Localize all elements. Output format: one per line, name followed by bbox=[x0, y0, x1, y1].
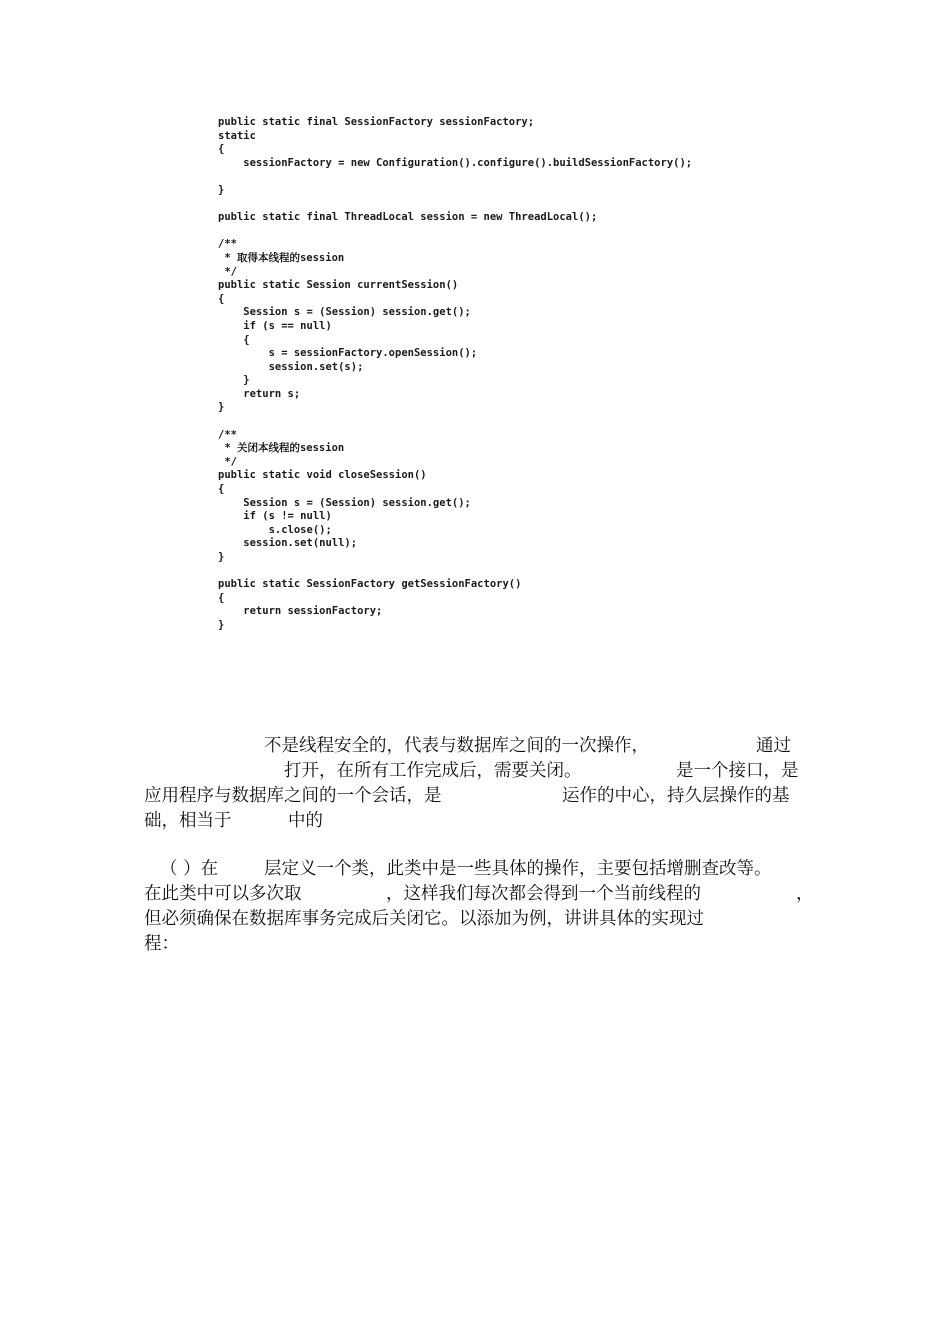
code-line: Session s = (Session) session.get(); bbox=[218, 496, 471, 509]
code-line: public static SessionFactory getSessionFactory() bbox=[218, 578, 522, 591]
text-line: 通过 bbox=[756, 736, 791, 756]
text-line: 是一个接口，是 bbox=[676, 761, 799, 781]
code-line: return sessionFactory; bbox=[218, 605, 383, 618]
code-line: if (s == null) bbox=[218, 319, 332, 332]
code-line bbox=[218, 170, 778, 184]
code-line: } bbox=[218, 551, 225, 563]
code-line: { bbox=[218, 591, 225, 604]
code-line: public static final ThreadLocal session = new ThreadLocal(); bbox=[218, 211, 598, 224]
text-line: 层定义一个类，此类中是一些具体的操作，主要包括增删查改等。 bbox=[264, 859, 772, 879]
code-line: s.close(); bbox=[218, 523, 332, 536]
code-line: { bbox=[218, 483, 225, 496]
code-line: /** bbox=[218, 238, 237, 251]
code-line bbox=[218, 565, 778, 579]
text-line: 在此类中可以多次取 bbox=[144, 884, 302, 904]
text-line: 程： bbox=[144, 934, 179, 954]
code-line: { bbox=[218, 292, 225, 305]
code-line bbox=[218, 415, 778, 429]
code-line: public static void closeSession() bbox=[218, 469, 427, 482]
code-line: } bbox=[218, 401, 225, 414]
text-line: 不是线程安全的，代表与数据库之间的一次操作， bbox=[264, 736, 649, 756]
code-line: sessionFactory = new Configuration().configure().buildSessionFactory(); bbox=[218, 156, 693, 169]
text-line: （ ）在 bbox=[160, 859, 219, 879]
text-line: 中的 bbox=[288, 811, 323, 831]
code-line: public static final SessionFactory sessionFactory; bbox=[218, 116, 535, 128]
code-line: return s; bbox=[218, 387, 301, 400]
code-line: } bbox=[218, 183, 225, 196]
code-line: } bbox=[218, 374, 250, 387]
code-line: if (s != null) bbox=[218, 510, 332, 523]
code-line bbox=[218, 225, 778, 239]
text-line: 应用程序与数据库之间的一个会话，是 bbox=[144, 786, 442, 806]
code-line: s = sessionFactory.openSession(); bbox=[218, 347, 478, 360]
code-line bbox=[218, 198, 778, 212]
code-line: */ bbox=[218, 455, 237, 468]
code-line: { bbox=[218, 143, 225, 156]
text-line: 打开，在所有工作完成后，需要关闭。 bbox=[284, 761, 582, 781]
code-line: Session s = (Session) session.get(); bbox=[218, 306, 471, 319]
text-line: 但必须确保在数据库事务完成后关闭它。以添加为例，讲讲具体的实现过 bbox=[144, 909, 704, 929]
code-line: */ bbox=[218, 265, 237, 278]
code-line: /** bbox=[218, 428, 237, 441]
code-line: { bbox=[218, 333, 250, 346]
code-screenshot bbox=[218, 116, 778, 633]
text-line: 础，相当于 bbox=[144, 811, 232, 831]
code-line: } bbox=[218, 618, 225, 631]
text-line: 运作的中心，持久层操作的基 bbox=[562, 786, 790, 806]
text-line: ，这样我们每次都会得到一个当前线程的 bbox=[386, 884, 701, 904]
code-line: * 取得本线程的session bbox=[218, 251, 345, 264]
text-line: ， bbox=[796, 884, 814, 904]
code-line: * 关闭本线程的session bbox=[218, 442, 345, 455]
code-line: session.set(s); bbox=[218, 360, 364, 373]
code-line: static bbox=[218, 129, 256, 142]
code-line: session.set(null); bbox=[218, 537, 358, 550]
code-line: public static Session currentSession() bbox=[218, 279, 459, 292]
